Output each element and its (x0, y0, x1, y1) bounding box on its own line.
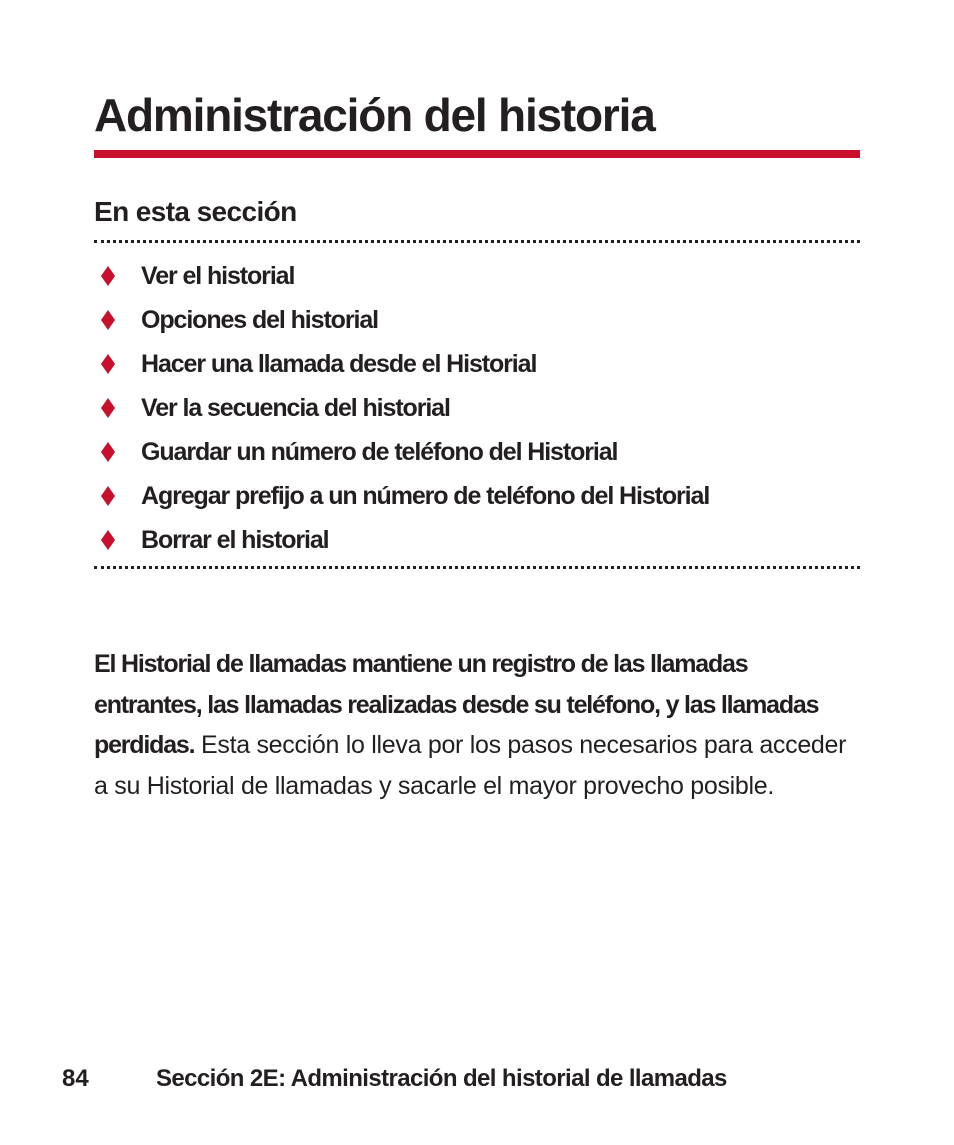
diamond-bullet-icon (101, 486, 115, 506)
toc-item-label: Ver el historial (141, 262, 295, 290)
toc-item-ver-historial[interactable] (94, 254, 860, 298)
intro-paragraph (94, 644, 860, 806)
toc-item-label: Hacer una llamada desde el Historial (141, 350, 537, 378)
diamond-bullet-icon (101, 310, 115, 330)
toc-item-ver-secuencia[interactable] (94, 386, 860, 430)
diamond-bullet-icon (101, 530, 115, 550)
dotted-divider-top (94, 240, 860, 243)
dotted-divider-bottom (94, 566, 860, 569)
diamond-bullet-icon (101, 266, 115, 286)
toc-item-label: Guardar un número de teléfono del Historial (141, 438, 618, 466)
toc-item-label: Agregar prefijo a un número de teléfono del Historial (141, 482, 710, 510)
intro-regular-text: Esta sección lo lleva por los pasos necesarios para acceder a su Historial de llamadas y sacarle el mayor provecho posible. (94, 731, 847, 800)
footer-section-title: Sección 2E: Administración del historial de llamadas (156, 1065, 727, 1092)
diamond-bullet-icon (101, 398, 115, 418)
section-heading: En esta sección (94, 196, 297, 227)
toc-item-agregar-prefijo[interactable] (94, 474, 860, 518)
diamond-bullet-icon (101, 442, 115, 462)
page-number: 84 (62, 1065, 89, 1092)
toc-item-label: Opciones del historial (141, 306, 378, 334)
intro-bold-text: El Historial de llamadas mantiene un registro de las llamadas entrantes, las llamadas realizadas desde su teléfono, y las llamadas perdidas. (94, 650, 819, 759)
title-underline (94, 150, 860, 158)
toc-item-guardar-numero[interactable] (94, 430, 860, 474)
toc-item-label: Borrar el historial (141, 526, 329, 554)
toc-item-hacer-llamada[interactable] (94, 342, 860, 386)
toc-item-label: Ver la secuencia del historial (141, 394, 450, 422)
page-title: Administración del historia (94, 89, 655, 141)
toc-item-opciones-historial[interactable] (94, 298, 860, 342)
diamond-bullet-icon (101, 354, 115, 374)
section-contents-list (94, 254, 860, 562)
toc-item-borrar-historial[interactable] (94, 518, 860, 562)
page-footer (62, 1062, 727, 1096)
